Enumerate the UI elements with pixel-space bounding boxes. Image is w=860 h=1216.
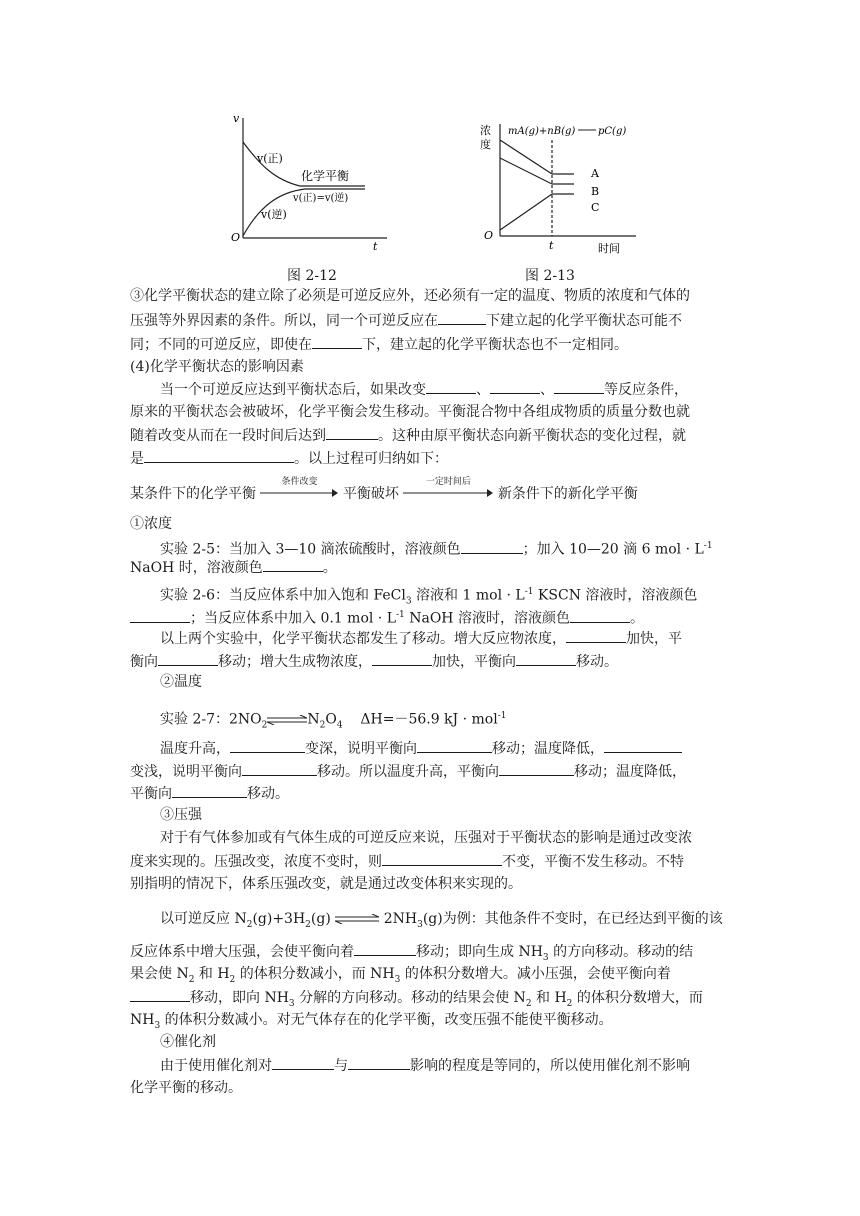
section4-line1: 当一个可逆反应达到平衡状态后，如果改变 、 、 等反应条件， <box>160 379 688 400</box>
curve-a <box>500 140 552 174</box>
reverse-rate-label: v(逆) <box>261 208 287 221</box>
exp-2-5-line2: NaOH 时，溶液颜色 。 <box>130 557 337 578</box>
press-line3: 别指明的情况下，体系压强改变，就是通过改变体积来实现的。 <box>130 876 522 892</box>
press-line5: 反应体系中增大压强，会使平衡向着 移动；即向生成 $NH_3$ 的方向移动。移动的结 <box>130 941 693 968</box>
label-c: C <box>591 201 600 214</box>
pressure-heading: ③压强 <box>160 807 202 823</box>
time-label: 时间 <box>598 242 620 255</box>
equation-rhs: pC(g) <box>598 126 627 137</box>
press-line2: 度来实现的。压强改变，浓度不变时，则 不变，平衡不发生移动。不特 <box>130 851 684 872</box>
flow-middle: 平衡破坏 <box>342 486 399 502</box>
flow-arrow-1: 条件改变 <box>260 484 338 504</box>
figure-2-13 <box>478 118 648 258</box>
v-axis-label: v <box>233 112 240 125</box>
equilibrium-arrow <box>335 914 379 924</box>
conc-summary-line1: 以上两个实验中，化学平衡状态都发生了移动。增大反应物浓度， 加快，平 <box>160 628 682 649</box>
label-a: A <box>591 167 599 180</box>
figure-2-12-caption: 图 2-12 <box>287 268 337 284</box>
equal-rate-label: v(正)=v(逆) <box>293 193 349 204</box>
temp-line3: 平衡向 移动。 <box>130 783 289 804</box>
press-line6: 果会使 $N_2$ 和 $H_2$ 的体积分数减小，而 $NH_3$ 的体积分数增大。减小压强，会使平衡向着 <box>130 966 671 985</box>
para3-line1: ③化学平衡状态的建立除了必须是可逆反应外，还必须有一定的温度、物质的浓度和气体的 <box>130 288 690 304</box>
para3-line2: 压强等外界因素的条件。所以，同一个可逆反应在 下建立起的化学平衡状态可能不 <box>130 310 682 331</box>
t-mark: t <box>549 239 554 252</box>
exp-2-7: 实验 2-7：$2NO_2$ $N_2O_4$ ΔH=－56.9 kJ · mol$^{-1}$ <box>160 711 507 731</box>
y-label-1: 浓 <box>480 124 491 137</box>
catalyst-heading: ④催化剂 <box>160 1034 216 1050</box>
flow-end: 新条件下的新化学平衡 <box>497 486 638 502</box>
temp-line1: 温度升高， 变深，说明平衡向 移动；温度降低， <box>160 738 682 759</box>
section4-line3: 随着改变从而在一段时间后达到 。这种由原平衡状态向新平衡状态的变化过程，就 <box>130 425 686 446</box>
curve-c <box>500 194 552 230</box>
equilibrium-label: 化学平衡 <box>301 169 350 183</box>
equation-lhs: mA(g)+nB(g) <box>508 126 576 137</box>
concentration-heading: ①浓度 <box>130 516 172 532</box>
process-flow <box>130 477 638 504</box>
section4-heading: (4)化学平衡状态的影响因素 <box>130 359 304 375</box>
y-label-2: 度 <box>480 138 491 151</box>
t-axis-label: t <box>373 240 378 253</box>
press-line7: 移动，即向 $NH_3$ 分解的方向移动。移动的结果会使 $N_2$ 和 $H_2$ 的体积分数增大，而 <box>130 987 703 1014</box>
origin-label: O <box>484 229 494 242</box>
press-line4: 以可逆反应 $N_2(g)+3H_2(g)$ $2NH_3(g)$为例：其他条件不变时，在已经达到平衡的该 <box>160 911 723 930</box>
forward-rate-label: v(正) <box>257 152 283 165</box>
origin-label: O <box>231 231 241 244</box>
exp-2-5-line1: 实验 2-5：当加入 3—10 滴浓硫酸时，溶液颜色 ；加入 10—20 滴 6 mol · $L^{-1}$ <box>160 536 713 560</box>
temp-line2: 变浅，说明平衡向 移动。所以温度升高，平衡向 移动；温度降低， <box>130 761 686 782</box>
section4-line2: 原来的平衡状态会被破坏，化学平衡会发生移动。平衡混合物中各组成物质的质量分数也就 <box>130 404 690 420</box>
flow-arrow-2: 一定时间后 <box>403 484 493 504</box>
label-b: B <box>591 185 600 198</box>
flow-start: 某条件下的化学平衡 <box>130 486 256 502</box>
figure-2-13-caption: 图 2-13 <box>525 268 575 284</box>
temperature-heading: ②温度 <box>160 674 202 690</box>
press-line1: 对于有气体参加或有气体生成的可逆反应来说，压强对于平衡状态的影响是通过改变浓 <box>160 830 692 846</box>
curve-b <box>500 158 552 184</box>
figure-2-12 <box>225 110 395 255</box>
section4-line4: 是 。以上过程可归纳如下： <box>130 448 448 469</box>
exp-2-6-line1: 实验 2-6：当反应体系中加入饱和 FeCl$_3$ 溶液和 1 mol · $L^{-1}$ KSCN 溶液时，溶液颜色 <box>160 587 698 607</box>
cat-line1: 由于使用催化剂对 与 影响的程度是等同的，所以使用催化剂不影响 <box>160 1055 690 1076</box>
conc-summary-line2: 衡向 移动；增大生成物浓度， 加快，平衡向 移动。 <box>130 651 618 672</box>
cat-line2: 化学平衡的移动。 <box>130 1080 242 1096</box>
para3-line3: 同；不同的可逆反应，即使在 下，建立起的化学平衡状态也不一定相同。 <box>130 334 628 355</box>
press-line8: $NH_3$ 的体积分数减小。对无气体存在的化学平衡，改变压强不能使平衡移动。 <box>130 1012 613 1031</box>
exp-2-6-line2: ；当反应体系中加入 0.1 mol · $L^{-1}$ NaOH 溶液时，溶液颜色 。 <box>130 605 644 629</box>
equilibrium-arrow <box>267 715 307 725</box>
